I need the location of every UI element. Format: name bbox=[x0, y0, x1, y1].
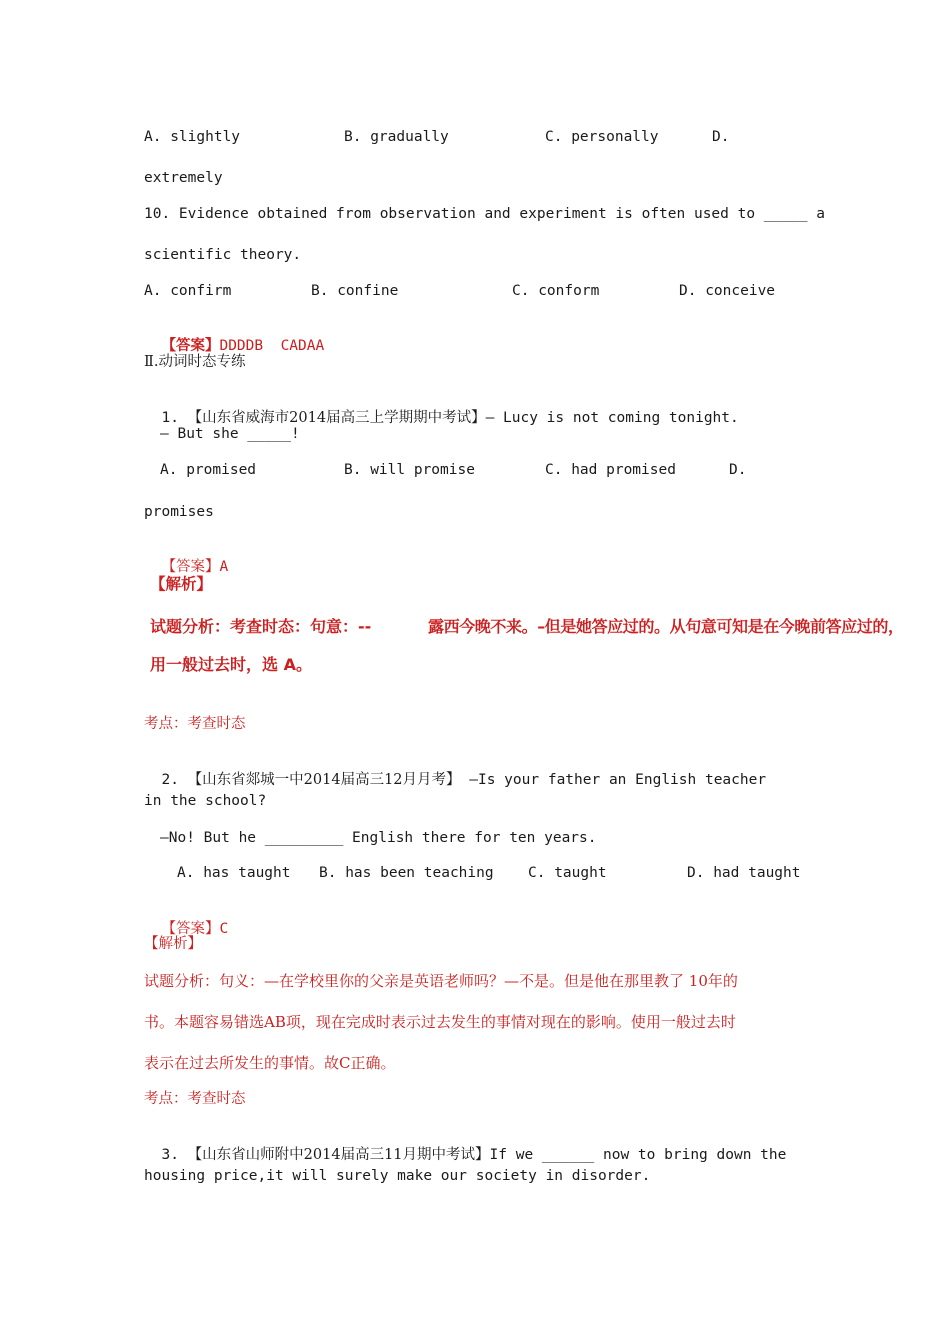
q9-option-a: A. slightly bbox=[144, 129, 241, 145]
p3-stem-text: If we ______ now to bring down the bbox=[489, 1147, 787, 1163]
p3-stem-line1 bbox=[144, 1125, 786, 1165]
p1-stem-line2: — But she _____! bbox=[160, 426, 300, 442]
p2-stem-line1 bbox=[144, 750, 766, 790]
p1-analysis-label: 【解析】 bbox=[150, 574, 213, 593]
p1-option-b: B. will promise bbox=[344, 462, 475, 478]
q10-option-c: C. conform bbox=[512, 283, 600, 299]
p3-number: 3. bbox=[161, 1147, 179, 1163]
p2-stem-line3: —No! But he _________ English there for ten years. bbox=[160, 830, 597, 846]
q10-option-b: B. confine bbox=[311, 283, 399, 299]
q10-stem-line1: 10. Evidence obtained from observation and experiment is often used to _____ a bbox=[144, 206, 825, 222]
p1-option-d-word: promises bbox=[144, 504, 214, 520]
p2-option-a: A. has taught bbox=[177, 865, 291, 881]
p1-answer-value: A bbox=[219, 559, 229, 575]
p2-number: 2. bbox=[161, 772, 179, 788]
p2-point: 考点：考查时态 bbox=[144, 1091, 246, 1107]
p1-answer bbox=[144, 537, 228, 577]
p1-option-d: D. bbox=[729, 462, 747, 478]
p1-option-c: C. had promised bbox=[545, 462, 676, 478]
p1-stem-text: — Lucy is not coming tonight. bbox=[485, 410, 739, 426]
p2-answer bbox=[144, 899, 228, 939]
p1-point: 考点：考查时态 bbox=[144, 716, 246, 732]
q10-stem-line2: scientific theory. bbox=[144, 247, 302, 263]
p2-answer-value: C bbox=[219, 921, 229, 937]
q9-option-b: B. gradually bbox=[344, 129, 449, 145]
p2-source: 【山东省郯城一中2014届高三12月月考】 bbox=[187, 772, 461, 788]
p1-analysis-line1b: 露西今晚不来。–但是她答应过的。从句意可知是在今晚前答应过的， bbox=[428, 617, 904, 636]
p1-analysis-line2: 用一般过去时，选 A。 bbox=[150, 655, 312, 674]
p2-analysis-label: 【解析】 bbox=[144, 936, 202, 952]
q9-option-d: D. bbox=[712, 129, 730, 145]
q9-option-c: C. personally bbox=[545, 129, 659, 145]
p3-source: 【山东省山师附中2014届高三11月期中考试】 bbox=[187, 1147, 490, 1163]
p2-analysis-line3: 表示在过去所发生的事情。故C正确。 bbox=[144, 1054, 396, 1072]
p1-number: 1. bbox=[161, 410, 179, 426]
p1-option-a: A. promised bbox=[160, 462, 257, 478]
p2-option-c: C. taught bbox=[528, 865, 607, 881]
p1-answer-label: 【答案】 bbox=[161, 559, 220, 575]
q10-option-a: A. confirm bbox=[144, 283, 232, 299]
p2-option-d: D. had taught bbox=[687, 865, 801, 881]
answer-label: 【答案】 bbox=[161, 337, 220, 354]
q10-option-d: D. conceive bbox=[679, 283, 776, 299]
answer-block bbox=[144, 316, 324, 356]
p2-stem-text: —Is your father an English teacher bbox=[469, 772, 767, 788]
p1-stem-line1 bbox=[144, 388, 739, 428]
p2-analysis-line1: 试题分析：句义：—在学校里你的父亲是英语老师吗？—不是。但是他在那里教了 10年的 bbox=[144, 972, 738, 990]
p3-stem-line2: housing price,it will surely make our society in disorder. bbox=[144, 1168, 651, 1184]
answer-value: DDDDB CADAA bbox=[219, 338, 325, 354]
p1-source: 【山东省威海市2014届高三上学期期中考试】 bbox=[187, 410, 486, 426]
p2-stem-line2: in the school? bbox=[144, 793, 267, 809]
section-heading: Ⅱ.动词时态专练 bbox=[144, 354, 246, 370]
p2-analysis-line2: 书。本题容易错选AB项，现在完成时表示过去发生的事情对现在的影响。使用一般过去时 bbox=[144, 1013, 736, 1031]
p2-option-b: B. has been teaching bbox=[319, 865, 494, 881]
p1-analysis-line1a: 试题分析：考查时态：句意：-- bbox=[150, 617, 372, 636]
p2-answer-label: 【答案】 bbox=[161, 921, 220, 937]
q9-option-d-word: extremely bbox=[144, 170, 223, 186]
